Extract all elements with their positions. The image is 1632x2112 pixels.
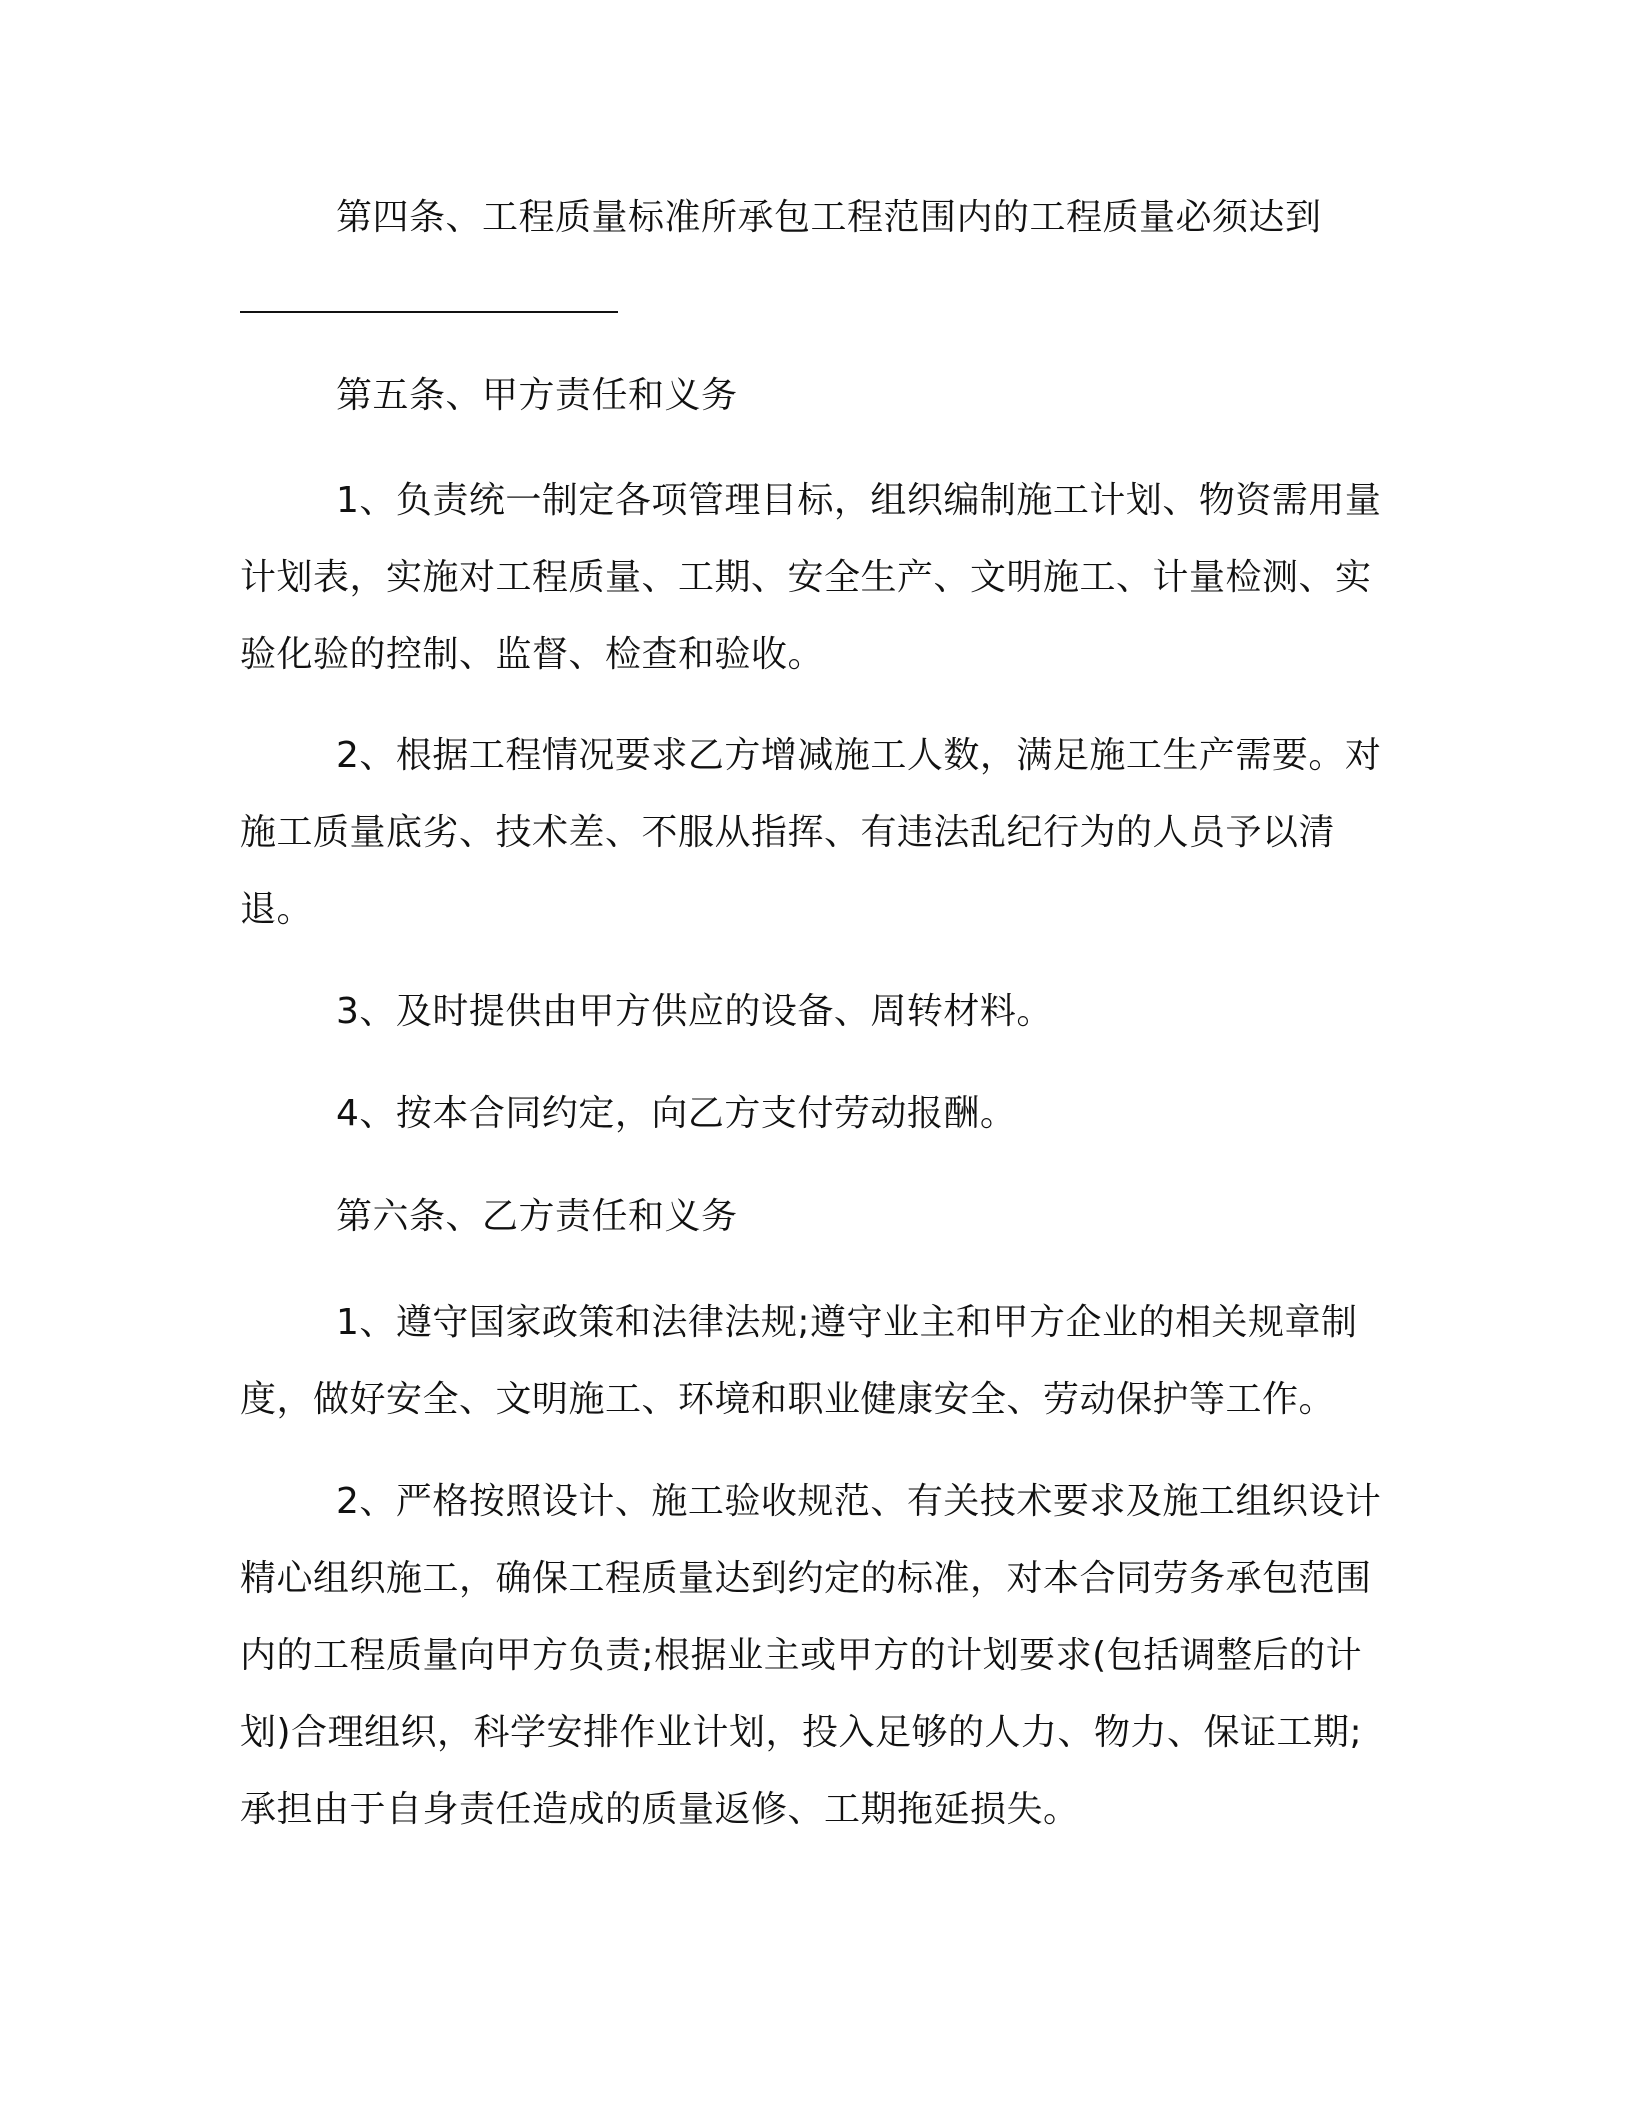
article-5-item-2: 2、根据工程情况要求乙方增减施工人数，满足施工生产需要。对施工质量底劣、技术差、不服从指挥、有违法乱纪行为的人员予以清退。 <box>240 735 1382 930</box>
article-6-heading: 第六条、乙方责任和义务 <box>336 1196 738 1237</box>
article-6-item-1: 1、遵守国家政策和法律法规;遵守业主和甲方企业的相关规章制度，做好安全、文明施工、环境和职业健康安全、劳动保护等工作。 <box>240 1302 1358 1420</box>
article-5-item-1: 1、负责统一制定各项管理目标，组织编制施工计划、物资需用量计划表，实施对工程质量、工期、安全生产、文明施工、计量检测、实验化验的控制、监督、检查和验收。 <box>240 480 1382 675</box>
article-4-quality-standard: 第四条、工程质量标准所承包工程范围内的工程质量必须达到 <box>336 197 1322 238</box>
article-5-heading: 第五条、甲方责任和义务 <box>336 375 738 416</box>
article-5-item-4: 4、按本合同约定，向乙方支付劳动报酬。 <box>336 1093 1017 1134</box>
fill-in-blank-line <box>240 311 618 313</box>
article-5-item-3: 3、及时提供由甲方供应的设备、周转材料。 <box>336 991 1053 1032</box>
article-6-item-2: 2、严格按照设计、施工验收规范、有关技术要求及施工组织设计精心组织施工，确保工程质量达到约定的标准，对本合同劳务承包范围内的工程质量向甲方负责;根据业主或甲方的计划要求(包括调整后的计划)合理组织，科学安排作业计划，投入足够的人力、物力、保证工期;承担由于自身责任造成的质量返修、工期拖延损失。 <box>240 1481 1382 1830</box>
